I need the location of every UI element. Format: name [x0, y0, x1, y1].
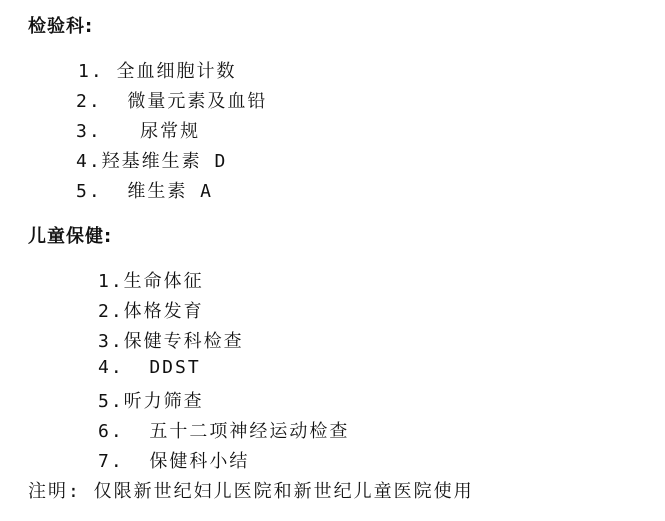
child-care-item-2: 2.体格发育 — [98, 301, 204, 322]
child-care-item-7: 7. 保健科小结 — [98, 451, 250, 472]
child-care-item-3: 3.保健专科检查 — [98, 331, 244, 352]
lab-item-5: 5. 维生素 A — [76, 181, 214, 202]
lab-item-3: 3. 尿常规 — [76, 121, 201, 142]
child-care-item-6: 6. 五十二项神经运动检查 — [98, 421, 350, 442]
lab-item-4: 4.羟基维生素 D — [76, 151, 228, 172]
usage-note: 注明: 仅限新世纪妇儿医院和新世纪儿童医院使用 — [28, 481, 474, 502]
child-care-item-4: 4. DDST — [98, 357, 201, 378]
lab-item-1: 1. 全血细胞计数 — [78, 61, 237, 82]
lab-heading: 检验科: — [28, 16, 94, 37]
child-care-heading: 儿童保健: — [28, 226, 113, 247]
child-care-item-1: 1.生命体征 — [98, 271, 204, 292]
child-care-item-5: 5.听力筛查 — [98, 391, 204, 412]
lab-item-2: 2. 微量元素及血铅 — [76, 91, 268, 112]
